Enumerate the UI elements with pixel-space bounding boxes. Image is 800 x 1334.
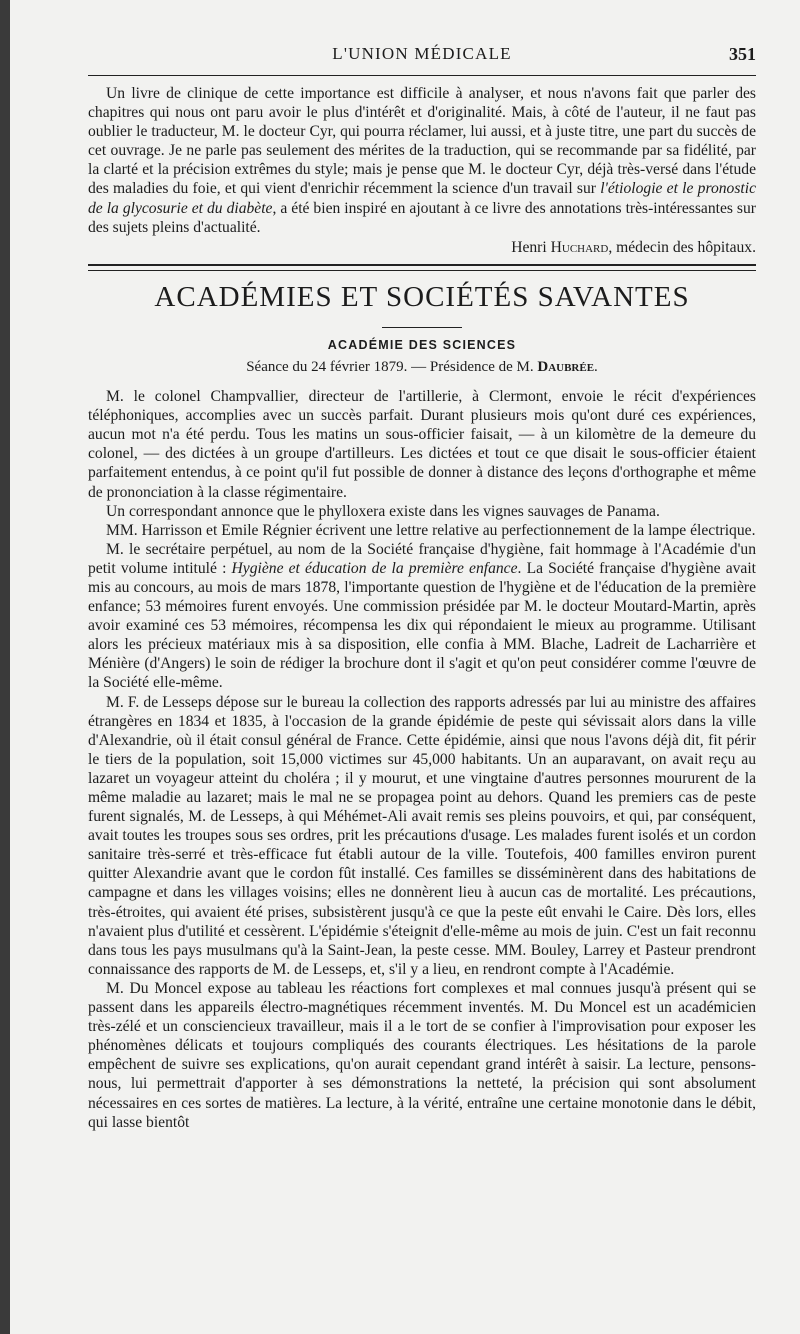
page-header: [88, 40, 756, 74]
paragraph-lamp: MM. Harrisson et Emile Régnier écrivent une lettre relative au perfectionnement de la lampe électrique.: [106, 521, 756, 539]
section-divider: [88, 264, 756, 271]
section-title: ACADÉMIES ET SOCIÉTÉS SAVANTES: [154, 280, 690, 313]
academy-heading: ACADÉMIE DES SCIENCES: [327, 337, 517, 352]
author-signature: Henri Huchard, médecin des hôpitaux.: [511, 238, 756, 256]
review-paragraph: Un livre de clinique de cette importance est difficile à analyser, et nous n'avons fait que parler des chapitres qui nous ont paru avoir le plus d'intérêt et d'originalité. Mais, à côté de l'auteur, il ne faut pas oublier le traducteur, M. le docteur Cyr, qui pourra réclamer, lui aussi, et à juste titre, une part du succès de cet ouvrage. Je ne parle pas seulement des mérites de la traduction, qui se recommande par sa fidélité, par la clarté et la précision extrêmes du style; mais je pense que M. le docteur Cyr, déjà très-versé dans l'étude des maladies du foie, et qui vient d'enrichir récemment la science d'un travail sur l'étiologie et le pronostic de la glycosurie et du diabète, a été bien inspiré en ajoutant à ce livre des annotations très-intéressantes sur des sujets pleins d'actualité.: [88, 85, 757, 236]
paragraph-hygiene: M. le secrétaire perpétuel, au nom de la Société française d'hygiène, fait hommage à l'Académie d'un petit volume intitulé : Hygiène et éducation de la première enfance. La Société française d'hygiène avait mis au concours, au mois de mars 1878, l'importante question de l'hygiène et de l'éducation de la première enfance; 53 mémoires furent envoyés. Une commission présidée par M. le docteur Moutard-Martin, après avoir examiné ces 53 mémoires, récompensa les dix qui répondaient le mieux au programme. Utilisant alors les précieux matériaux mis à sa disposition, elle confia à MM. Blache, Ladreit de Lacharrière et Ménière (d'Angers) le soin de rédiger la brochure dont il s'agit et qu'on peut considérer comme l'œuvre de la Société elle-même.: [88, 540, 756, 692]
paragraph-lesseps: M. F. de Lesseps dépose sur le bureau la collection des rapports adressés par lui au ministre des affaires étrangères en 1834 et 1835, à l'occasion de la grande épidémie de peste qui sévissait alors dans la ville d'Alexandrie, où il était consul général de France. Cette épidémie, ainsi que nous l'avons déjà dit, fit périr le tiers de la population, soit 15,000 victimes sur 45,000 habitants. Un an auparavant, on avait reçu au lazaret un voyageur atteint du choléra ; il y mourut, et une vingtaine d'autres personnes moururent de la même maladie au lazaret; mais le mal ne se propagea point au dehors. Quand les premiers cas de peste furent signalés, M. de Lesseps, à qui Méhémet-Ali avait remis ses pleins pouvoirs, et qui, par conséquent, avait toutes les troupes sous ses ordres, prit les précautions d'usage. Les malades furent isolés et un cordon sanitaire très-serré et très-efficace fut établi autour de la ville. Toutefois, 400 familles environ purent quitter Alexandrie avant que le cordon fût installé. Ces familles se disséminèrent dans des habitations de campagne et dans les villages voisins; elles ne donnèrent lieu à aucun cas de mortalité. Les précautions, très-étroites, qui avaient été prises, subsistèrent jusqu'à ce que la peste eût envahi le Caire. Dès lors, elles n'avaient plus d'utilité et cessèrent. L'épidémie s'éteignit d'elle-même au mois de juin. C'est un fait reconnu dans tous les pays musulmans qu'à la Saint-Jean, la peste cesse. MM. Bouley, Larrey et Pasteur prendront connaissance des rapports de M. de Lesseps, et, s'il y a lieu, en rendront compte à l'Académie.: [88, 693, 756, 978]
author-surname: Huchard: [550, 238, 609, 256]
page-body: [88, 84, 756, 1132]
paragraph-phylloxera: Un correspondant annonce que le phylloxera existe dans les vignes sauvages de Panama.: [106, 502, 660, 520]
paragraph-telephone: M. le colonel Champvallier, directeur de l'artillerie, à Clermont, envoie le récit d'expériences téléphoniques, accomplies avec un succès parfait. Durant plusieurs mois qu'ont duré ces expériences, aucun mot n'a été perdu. Tous les matins un sous-officier faisait, — à un kilomètre de la demeure du colonel, — des dictées à un groupe d'artilleurs. Les dictées et tout ce que disait le sous-officier étaient parfaitement entendus, à ce point qu'il fut possible de donner à distance des leçons d'orthographe et même de prononciation à la classe régimentaire.: [88, 388, 756, 501]
running-title: L'UNION MÉDICALE: [332, 44, 512, 63]
session-line: Séance du 24 février 1879. — Présidence de M. Daubrée.: [246, 358, 598, 375]
page-number: 351: [729, 44, 756, 64]
hygiene-book-title: Hygiène et éducation de la première enfance: [231, 559, 518, 577]
session-president: Daubrée: [537, 358, 595, 375]
paragraph-du-moncel: M. Du Moncel expose au tableau les réactions fort complexes et mal connues jusqu'à présent qui se passent dans les appareils électro-magnétiques récemment inventés. M. Du Moncel est un académicien très-zélé et un consciencieux travailleur, mais il a le tort de se confier à l'improvisation pour exposer les phénomènes délicats et toujours compliqués des courants électriques. Les hésitations de la parole empêchent de suivre ses explications, qu'on aurait cependant grand intérêt à saisir. La lecture, pensons-nous, lui permettrait d'apporter à ses démonstrations la netteté, la précision qui sont absolument nécessaires en ces sortes de matières. La lecture, à la vérité, entraîne une certaine monotonie dans le débit, qui lasse bientôt: [88, 979, 756, 1131]
cited-work-title: l'étiologie et le pronostic de la glycosurie et du diabète: [88, 180, 757, 217]
title-underline: [382, 327, 462, 328]
header-rule: [88, 75, 756, 76]
